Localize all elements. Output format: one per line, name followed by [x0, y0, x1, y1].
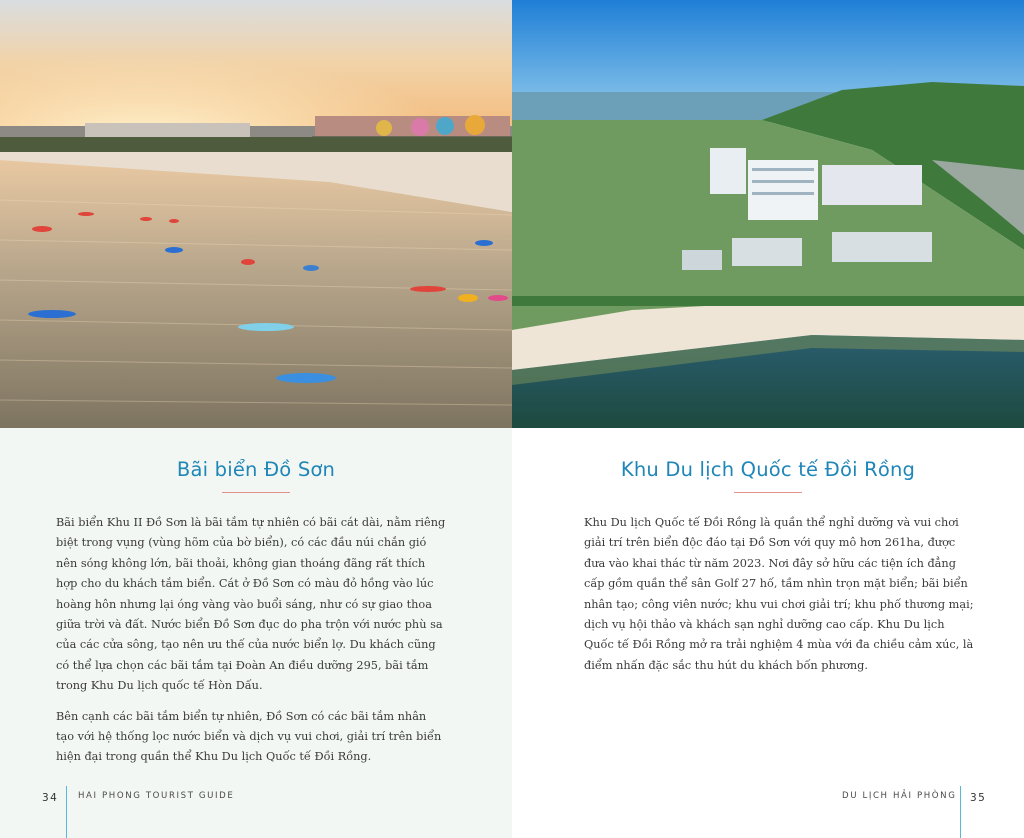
paragraph: Bãi biển Khu II Đồ Sơn là bãi tắm tự nhiên có bãi cát dài, nằm riêng biệt trong vụng (vùng hõm của bờ biển), có các đầu núi chắn gió nên sóng không lớn, bãi thoải, không gian thoáng đãng rất thích hợp cho du khách tắm biển. Cát ở Đồ Sơn có màu đỏ hồng vào lúc hoàng hôn nhưng lại óng vàng vào buổi sáng, như có sự giao thoa giữa trời và đất. Nước biển Đồ Sơn đục do pha trộn với nước phù sa của các cửa sông, tạo nên ưu thế của nước biển lợ. Du khách cũng có thể lựa chọn các bãi tắm tại Đoàn An điều dưỡng 295, bãi tắm trong Khu Du lịch quốc tế Hòn Dấu. — [56, 516, 446, 693]
page-number: 35 — [970, 792, 987, 804]
page-number: 34 — [42, 792, 59, 804]
footer-label: DU LỊCH HẢI PHÒNG — [842, 791, 957, 801]
left-page-title: Bãi biển Đồ Sơn — [176, 458, 336, 481]
resort-aerial-photo — [512, 0, 1024, 428]
right-page-title: Khu Du lịch Quốc tế Đồi Rồng — [620, 458, 916, 481]
paragraph: Bên cạnh các bãi tắm biển tự nhiên, Đồ Sơn có các bãi tắm nhân tạo với hệ thống lọc nước biển và dịch vụ vui chơi, giải trí trên biển hiện đại trong quần thể Khu Du lịch Quốc tế Đồi Rồng. — [56, 709, 442, 764]
right-page-body — [584, 513, 974, 686]
paragraph: Khu Du lịch Quốc tế Đồi Rồng là quần thể nghỉ dưỡng và vui chơi giải trí trên biển độc đáo tại Đồ Sơn với quy mô hơn 261ha, được đưa vào khai thác từ năm 2023. Nơi đây sở hữu các tiện ích đẳng cấp gồm quần thể sân Golf 27 hố, tầm nhìn trọn mặt biển; bãi biển nhân tạo; công viên nước; khu vui chơi giải trí; khu phố thương mại; dịch vụ hội thảo và khách sạn nghỉ dưỡng cao cấp. Khu Du lịch Quốc tế Đồi Rồng mở ra trải nghiệm 4 mùa với đa chiều cảm xúc, là điểm nhấn đặc sắc thu hút du khách bốn phương. — [584, 516, 974, 672]
footer-divider — [66, 786, 67, 838]
title-divider — [734, 492, 802, 493]
footer-label: HAI PHONG TOURIST GUIDE — [78, 791, 235, 801]
left-page-body — [56, 513, 446, 778]
beach-sunset-photo — [0, 0, 512, 428]
footer-divider — [960, 786, 961, 838]
title-divider — [222, 492, 290, 493]
right-page — [512, 0, 1024, 838]
